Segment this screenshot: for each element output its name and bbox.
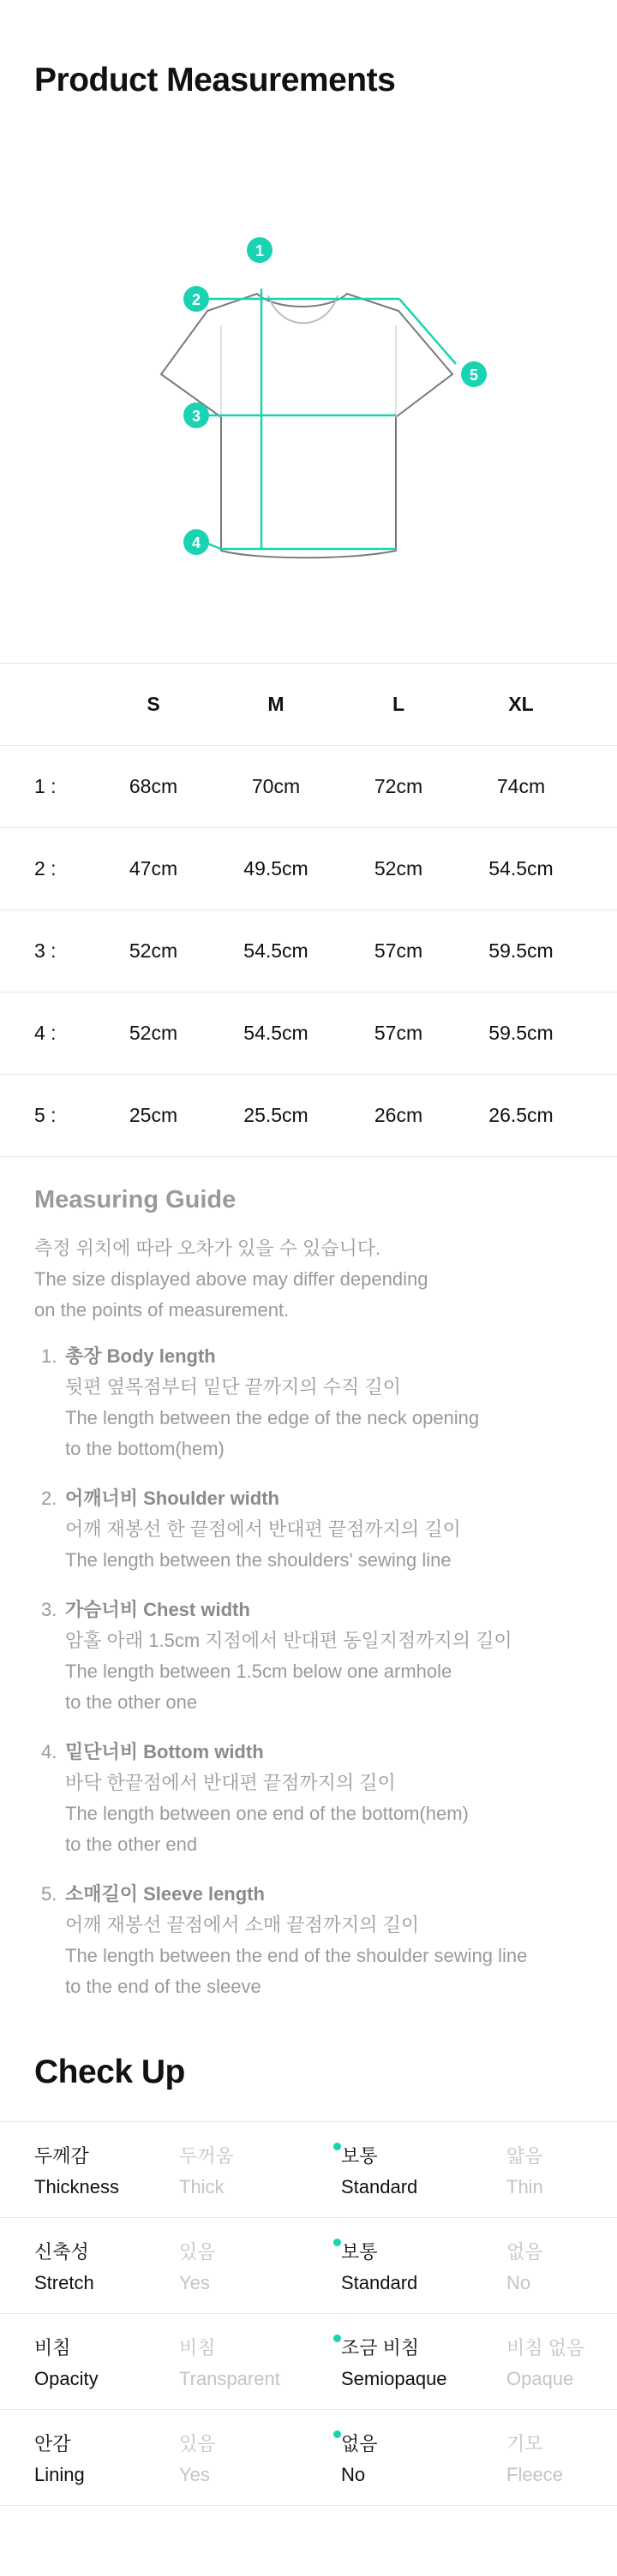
row-label: 3 : bbox=[34, 939, 57, 962]
size-header-l: L bbox=[392, 693, 405, 715]
svg-text:3: 3 bbox=[191, 408, 201, 425]
marker-1-icon bbox=[247, 237, 273, 263]
guide-item-sleeve-length bbox=[34, 1879, 591, 2002]
size-header-s: S bbox=[147, 693, 160, 715]
attribute-label: 안감 Lining bbox=[34, 2433, 85, 2485]
svg-text:2: 2 bbox=[191, 291, 201, 308]
guide-item-line: 어깨 재봉선 끝점에서 소매 끝점까지의 길이 bbox=[65, 1914, 420, 1935]
guide-item-heading: 가슴너비 Chest width bbox=[65, 1599, 250, 1620]
check-row-lining bbox=[0, 2409, 617, 2506]
guide-item-line: 바닥 한끝점에서 반대편 끝점까지의 길이 bbox=[65, 1772, 396, 1793]
guide-intro-line: on the points of measurement. bbox=[34, 1299, 290, 1321]
table-cell: 57cm bbox=[374, 939, 423, 962]
table-cell: 52cm bbox=[374, 857, 423, 880]
table-cell: 26.5cm bbox=[488, 1104, 554, 1126]
marker-4-icon bbox=[183, 529, 209, 555]
table-cell: 52cm bbox=[129, 939, 178, 962]
guide-item-shoulder-width bbox=[34, 1483, 591, 1576]
table-cell: 59.5cm bbox=[488, 1022, 554, 1044]
guide-item-heading: 소매길이 Sleeve length bbox=[65, 1883, 265, 1905]
table-cell: 54.5cm bbox=[488, 857, 554, 880]
table-cell: 57cm bbox=[374, 1022, 423, 1044]
option-selected: 없음 No bbox=[341, 2429, 378, 2490]
guide-item-line: to the bottom(hem) bbox=[65, 1438, 225, 1459]
guide-item-body-length bbox=[34, 1341, 591, 1464]
guide-item-line: The length between the shoulders' sewing line bbox=[65, 1549, 452, 1571]
guide-item-line: to the other one bbox=[65, 1691, 198, 1713]
attribute-label: 신축성 Stretch bbox=[34, 2241, 94, 2293]
measuring-guide-title: Measuring Guide bbox=[34, 1186, 237, 1213]
table-cell: 59.5cm bbox=[488, 939, 554, 962]
option: 기모 Fleece bbox=[506, 2433, 564, 2485]
option-selected: 보통 Standard bbox=[341, 2141, 417, 2203]
size-header-xl: XL bbox=[508, 693, 534, 715]
option: 없음 No bbox=[506, 2241, 543, 2293]
table-row bbox=[0, 745, 617, 827]
row-label: 1 : bbox=[34, 775, 57, 797]
option: 있음 Yes bbox=[179, 2241, 216, 2293]
selected-dot-icon bbox=[333, 2430, 341, 2438]
selected-dot-icon bbox=[333, 2143, 341, 2150]
marker-5-icon bbox=[461, 361, 487, 387]
guide-item-line: 뒷편 옆목점부터 밑단 끝까지의 수직 길이 bbox=[65, 1376, 401, 1398]
check-up-title: Check Up bbox=[34, 2054, 185, 2090]
selected-dot-icon bbox=[333, 2334, 341, 2342]
guide-item-heading: 총장 Body length bbox=[65, 1345, 216, 1367]
guide-item-number: 1. bbox=[41, 1345, 57, 1367]
option: 얇음 Thin bbox=[506, 2145, 543, 2197]
marker-3-icon bbox=[183, 402, 209, 428]
guide-item-chest-width bbox=[34, 1595, 591, 1718]
guide-item-number: 4. bbox=[41, 1741, 57, 1762]
table-row bbox=[0, 1074, 617, 1157]
check-row-opacity bbox=[0, 2313, 617, 2409]
table-row bbox=[0, 909, 617, 992]
guide-item-bottom-width bbox=[34, 1737, 591, 1860]
size-header-m: M bbox=[267, 693, 285, 715]
guide-intro bbox=[34, 1233, 591, 1326]
table-cell: 54.5cm bbox=[243, 1022, 308, 1044]
table-cell: 74cm bbox=[496, 775, 546, 797]
guide-intro-line: The size displayed above may differ depending bbox=[34, 1268, 428, 1290]
size-table-header bbox=[0, 663, 617, 745]
svg-text:4: 4 bbox=[191, 534, 201, 552]
guide-intro-line: 측정 위치에 따라 오차가 있을 수 있습니다. bbox=[34, 1237, 381, 1259]
svg-text:1: 1 bbox=[255, 242, 265, 259]
option-selected: 조금 비침 Semiopaque bbox=[341, 2333, 447, 2394]
guide-item-line: 어깨 재봉선 한 끝점에서 반대편 끝점까지의 길이 bbox=[65, 1518, 461, 1540]
guide-item-line: to the end of the sleeve bbox=[65, 1976, 261, 1997]
check-row-thickness bbox=[0, 2121, 617, 2217]
check-row-stretch bbox=[0, 2217, 617, 2313]
guide-item-number: 5. bbox=[41, 1883, 57, 1905]
table-cell: 52cm bbox=[129, 1022, 178, 1044]
guide-item-line: The length between the end of the shoulder sewing line bbox=[65, 1945, 528, 1966]
table-row bbox=[0, 992, 617, 1074]
guide-item-line: The length between the edge of the neck opening bbox=[65, 1407, 480, 1428]
row-label: 2 : bbox=[34, 857, 57, 880]
measurements-title: Product Measurements bbox=[34, 62, 396, 98]
tshirt-outline bbox=[161, 294, 452, 558]
size-table bbox=[0, 663, 617, 1157]
table-cell: 49.5cm bbox=[243, 857, 308, 880]
table-cell: 54.5cm bbox=[243, 939, 308, 962]
attribute-label: 비침 Opacity bbox=[34, 2337, 99, 2389]
option: 비침 없음 Opaque bbox=[506, 2337, 585, 2389]
option-selected: 보통 Standard bbox=[341, 2237, 417, 2299]
row-label: 4 : bbox=[34, 1022, 57, 1044]
table-cell: 26cm bbox=[374, 1104, 423, 1126]
guide-item-heading: 어깨너비 Shoulder width bbox=[65, 1488, 279, 1509]
row-label: 5 : bbox=[34, 1104, 57, 1126]
guide-item-line: The length between 1.5cm below one armhole bbox=[65, 1661, 452, 1682]
measuring-guide bbox=[34, 1186, 591, 2021]
svg-text:5: 5 bbox=[469, 367, 479, 384]
table-cell: 25cm bbox=[129, 1104, 178, 1126]
table-cell: 47cm bbox=[129, 857, 178, 880]
guide-list bbox=[34, 1341, 591, 2002]
guide-item-number: 2. bbox=[41, 1488, 57, 1509]
attribute-label: 두께감 Thickness bbox=[34, 2145, 120, 2197]
table-cell: 70cm bbox=[251, 775, 301, 797]
tshirt-measurement-diagram bbox=[0, 214, 617, 582]
guide-item-number: 3. bbox=[41, 1599, 57, 1620]
table-row bbox=[0, 827, 617, 909]
guide-item-line: The length between one end of the bottom(hem) bbox=[65, 1803, 469, 1824]
guide-item-line: to the other end bbox=[65, 1834, 198, 1855]
option: 두꺼움 Thick bbox=[179, 2145, 234, 2197]
guide-item-line: 암홀 아래 1.5cm 지점에서 반대편 동일지점까지의 길이 bbox=[65, 1630, 512, 1651]
marker-2-icon bbox=[183, 286, 209, 312]
option: 있음 Yes bbox=[179, 2433, 216, 2485]
guide-item-heading: 밑단너비 Bottom width bbox=[65, 1741, 264, 1762]
table-cell: 68cm bbox=[129, 775, 178, 797]
selected-dot-icon bbox=[333, 2239, 341, 2246]
check-up-table bbox=[0, 2121, 617, 2506]
option: 비침 Transparent bbox=[179, 2337, 280, 2389]
table-cell: 72cm bbox=[374, 775, 423, 797]
table-cell: 25.5cm bbox=[243, 1104, 308, 1126]
